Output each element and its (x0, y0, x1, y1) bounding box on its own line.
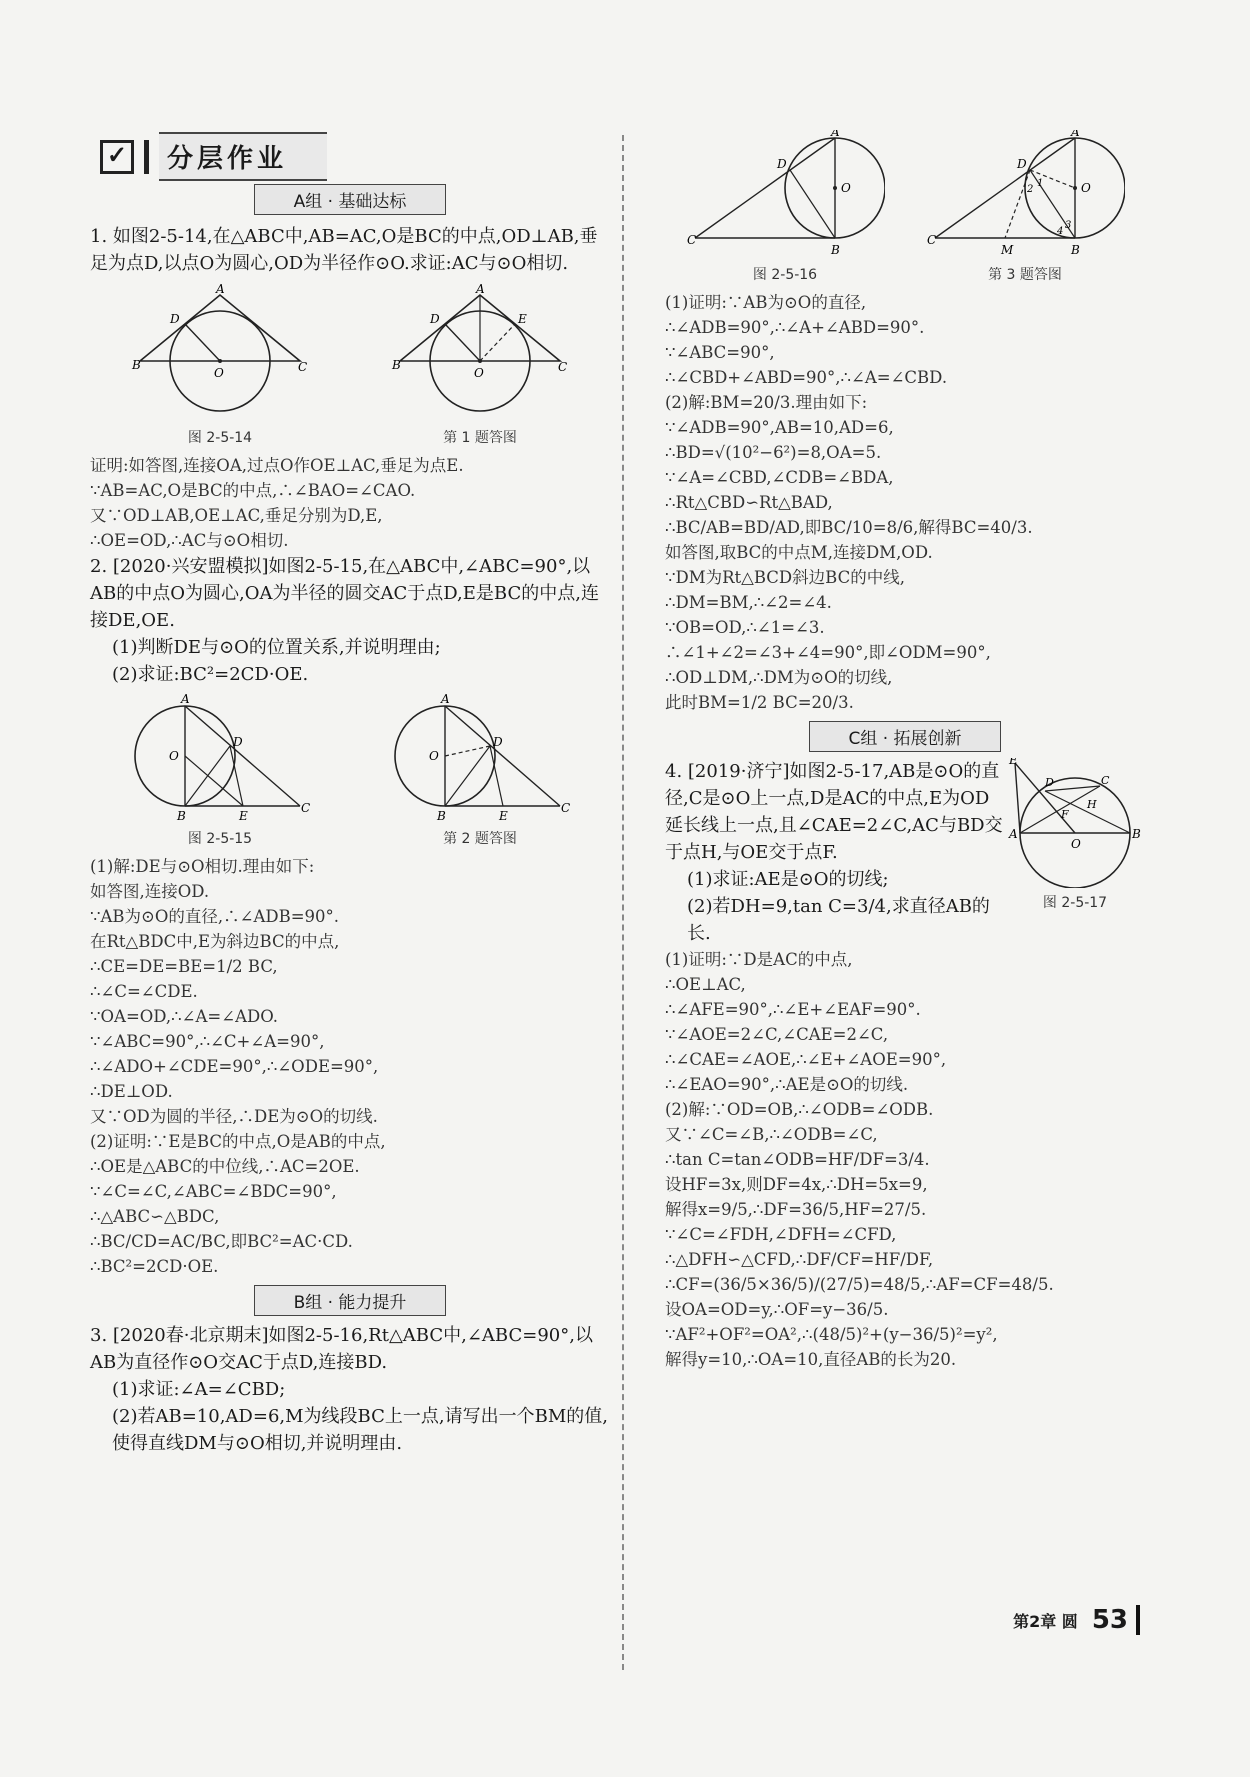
caption-2-5-17: 图 2-5-17 (1042, 895, 1108, 911)
svg-text:O: O (1071, 837, 1081, 851)
q4-solution-line: 解得y=10,∴OA=10,直径AB的长为20. (665, 1350, 957, 1369)
question-2: 2. [2020·兴安盟模拟]如图2-5-15,在△ABC中,∠ABC=90°,以AB的中点O为圆心,OA为半径的圆交AC于点D,E是BC的中点,连接DE,OE. (90, 556, 599, 631)
q3-solution-line: ∵∠ABC=90°, (665, 343, 775, 362)
q3-solution-line: ∴Rt△CBD∽Rt△BAD, (665, 493, 833, 512)
q2-solution (90, 854, 610, 1279)
q4-solution-line: ∴∠EAO=90°,∴AE是⊙O的切线. (665, 1075, 909, 1094)
question-2-part-2: (2)求证:BC²=2CD·OE. (112, 664, 309, 685)
caption-q1-answer: 第 1 题答图 (443, 430, 517, 446)
svg-text:C: C (301, 801, 311, 815)
left-column (90, 184, 610, 1457)
q3-solution-line: ∴BC/AB=BD/AD,即BC/10=8/6,解得BC=40/3. (665, 518, 1033, 537)
q1-solution-line: 证明:如答图,连接OA,过点O作OE⊥AC,垂足为点E. (90, 456, 464, 475)
q3-solution-line: (1)证明:∵AB为⊙O的直径, (665, 293, 867, 312)
svg-text:2: 2 (1027, 184, 1034, 195)
q1-solution-line: 又∵OD⊥AB,OE⊥AC,垂足分别为D,E, (90, 506, 383, 525)
q3-solution-line: ∵∠ADB=90°,AB=10,AD=6, (665, 418, 894, 437)
q4-solution-line: ∴∠CAE=∠AOE,∴∠E+∠AOE=90°, (665, 1050, 947, 1069)
question-4-part-2: (2)若DH=9,tan C=3/4,求直径AB的长. (687, 896, 990, 944)
q2-solution-line: ∵AB为⊙O的直径,∴∠ADB=90°. (90, 907, 340, 926)
q4-solution (665, 947, 1145, 1372)
q1-solution (90, 453, 610, 553)
q2-figures (90, 694, 610, 848)
svg-text:C: C (1101, 774, 1110, 787)
question-4-part-1: (1)求证:AE是⊙O的切线; (687, 869, 889, 890)
q4-solution-line: ∴CF=(36/5×36/5)/(27/5)=48/5,∴AF=CF=48/5. (665, 1275, 1054, 1294)
svg-text:B: B (437, 809, 446, 823)
page-footer (1013, 1605, 1140, 1635)
banner-group-b: B组 · 能力提升 (254, 1285, 446, 1316)
svg-text:3: 3 (1065, 220, 1072, 231)
svg-text:D: D (493, 735, 503, 749)
q3-solution-line: ∴DM=BM,∴∠2=∠4. (665, 593, 832, 612)
caption-2-5-16: 图 2-5-16 (752, 267, 818, 283)
svg-text:C: C (927, 233, 937, 247)
q2-solution-line: ∴∠ADO+∠CDE=90°,∴∠ODE=90°, (90, 1057, 379, 1076)
q3-solution-line: 此时BM=1/2 BC=20/3. (665, 693, 854, 712)
q3-solution-line: (2)解:BM=20/3.理由如下: (665, 393, 868, 412)
footer-bar (1136, 1605, 1140, 1635)
q3-solution-line: ∵∠A=∠CBD,∠CDB=∠BDA, (665, 468, 894, 487)
q1-solution-line: ∵AB=AC,O是BC的中点,∴∠BAO=∠CAO. (90, 481, 416, 500)
question-3: 3. [2020春·北京期末]如图2-5-16,Rt△ABC中,∠ABC=90°,以AB为直径作⊙O交AC于点D,连接BD. (90, 1325, 593, 1373)
q3-solution-line: ∵OB=OD,∴∠1=∠3. (665, 618, 825, 637)
section-header (100, 132, 327, 181)
q3-solution-line: ∴∠ADB=90°,∴∠A+∠ABD=90°. (665, 318, 925, 337)
svg-text:B: B (392, 358, 401, 372)
svg-text:O: O (474, 366, 484, 380)
svg-text:O: O (214, 366, 224, 380)
svg-text:C: C (298, 360, 308, 374)
q3-solution-line: ∴OD⊥DM,∴DM为⊙O的切线, (665, 668, 893, 687)
q3-solution (665, 290, 1145, 715)
svg-text:C: C (558, 360, 568, 374)
figure-q2-answer (385, 694, 575, 824)
column-divider (622, 135, 624, 1670)
svg-text:A: A (831, 130, 840, 139)
svg-text:D: D (170, 312, 180, 326)
svg-text:H: H (1087, 798, 1097, 811)
q2-solution-line: ∵∠ABC=90°,∴∠C+∠A=90°, (90, 1032, 325, 1051)
q4-solution-line: ∴OE⊥AC, (665, 975, 746, 994)
q3-solution-line: ∵DM为Rt△BCD斜边BC的中线, (665, 568, 905, 587)
caption-q2-answer: 第 2 题答图 (443, 831, 517, 847)
q2-solution-line: ∴DE⊥OD. (90, 1082, 173, 1101)
q2-solution-line: (1)解:DE与⊙O相切.理由如下: (90, 857, 315, 876)
figure-2-5-16 (685, 130, 885, 260)
svg-text:D: D (1017, 157, 1027, 171)
svg-text:4: 4 (1057, 226, 1064, 237)
q4-solution-line: ∴tan C=tan∠ODB=HF/DF=3/4. (665, 1150, 930, 1169)
svg-text:C: C (687, 233, 697, 247)
right-column (665, 130, 1145, 1372)
q2-solution-line: ∵OA=OD,∴∠A=∠ADO. (90, 1007, 279, 1026)
svg-text:E: E (518, 312, 527, 326)
svg-text:D: D (777, 157, 787, 171)
q2-solution-line: 如答图,连接OD. (90, 882, 210, 901)
svg-text:O: O (169, 749, 179, 763)
svg-text:A: A (1009, 827, 1018, 841)
svg-text:A: A (216, 283, 225, 296)
q4-solution-line: 设HF=3x,则DF=4x,∴DH=5x=9, (665, 1175, 928, 1194)
figure-q1-answer (390, 283, 570, 423)
svg-text:A: A (441, 694, 450, 706)
section-title: 分层作业 (159, 132, 327, 181)
svg-text:A: A (476, 283, 485, 296)
banner-group-c: C组 · 拓展创新 (809, 721, 1001, 752)
q4-solution-line: (2)解:∵OD=OB,∴∠ODB=∠ODB. (665, 1100, 934, 1119)
svg-text:1: 1 (1037, 178, 1044, 189)
figure-q3-answer (925, 130, 1125, 260)
q4-block (665, 758, 1145, 947)
question-2-part-1: (1)判断DE与⊙O的位置关系,并说明理由; (112, 637, 441, 658)
caption-2-5-14: 图 2-5-14 (187, 430, 253, 446)
q3-solution-line: ∴∠CBD+∠ABD=90°,∴∠A=∠CBD. (665, 368, 948, 387)
q2-solution-line: 在Rt△BDC中,E为斜边BC的中点, (90, 932, 340, 951)
svg-text:B: B (1132, 827, 1141, 841)
svg-text:E: E (1009, 758, 1018, 767)
caption-2-5-15: 图 2-5-15 (187, 831, 253, 847)
q2-solution-line: ∴∠C=∠CDE. (90, 982, 198, 1001)
svg-text:O: O (1081, 181, 1091, 195)
q4-solution-line: ∵∠AOE=2∠C,∠CAE=2∠C, (665, 1025, 889, 1044)
svg-text:F: F (1061, 808, 1069, 821)
svg-text:B: B (132, 358, 141, 372)
svg-text:A: A (181, 694, 190, 706)
q4-solution-line: ∴∠AFE=90°,∴∠E+∠EAF=90°. (665, 1000, 921, 1019)
header-bar (144, 140, 149, 174)
q3-solution-line: 如答图,取BC的中点M,连接DM,OD. (665, 543, 933, 562)
figure-2-5-14 (130, 283, 310, 423)
q2-solution-line: ∵∠C=∠C,∠ABC=∠BDC=90°, (90, 1182, 337, 1201)
q4-solution-line: ∵AF²+OF²=OA²,∴(48/5)²+(y−36/5)²=y², (665, 1325, 998, 1344)
question-1: 1. 如图2-5-14,在△ABC中,AB=AC,O是BC的中点,OD⊥AB,垂足为点D,以点O为圆心,OD为半径作⊙O.求证:AC与⊙O相切. (90, 226, 598, 274)
q4-solution-line: 又∵∠C=∠B,∴∠ODB=∠C, (665, 1125, 878, 1144)
svg-text:D: D (1045, 776, 1054, 789)
q4-solution-line: (1)证明:∵D是AC的中点, (665, 950, 853, 969)
checkbox-icon: ✓ (100, 140, 134, 174)
banner-group-a: A组 · 基础达标 (254, 184, 446, 215)
svg-text:E: E (499, 809, 508, 823)
q2-solution-line: ∴BC/CD=AC/BC,即BC²=AC·CD. (90, 1232, 353, 1251)
q2-solution-line: 又∵OD为圆的半径,∴DE为⊙O的切线. (90, 1107, 378, 1126)
figure-2-5-15 (125, 694, 315, 824)
q2-solution-line: ∴△ABC∽△BDC, (90, 1207, 220, 1226)
svg-text:C: C (561, 801, 571, 815)
question-3-part-2: (2)若AB=10,AD=6,M为线段BC上一点,请写出一个BM的值,使得直线DM与⊙O相切,并说明理由. (112, 1406, 608, 1454)
svg-text:M: M (1001, 243, 1014, 257)
q3-figures (665, 130, 1145, 284)
q1-solution-line: ∴OE=OD,∴AC与⊙O相切. (90, 531, 289, 550)
q2-solution-line: (2)证明:∵E是BC的中点,O是AB的中点, (90, 1132, 386, 1151)
q4-solution-line: 设OA=OD=y,∴OF=y−36/5. (665, 1300, 889, 1319)
svg-text:E: E (239, 809, 248, 823)
q4-solution-line: ∵∠C=∠FDH,∠DFH=∠CFD, (665, 1225, 897, 1244)
page-number: 53 (1091, 1605, 1128, 1635)
svg-text:O: O (841, 181, 851, 195)
q3-solution-line: ∴∠1+∠2=∠3+∠4=90°,即∠ODM=90°, (665, 643, 991, 662)
q2-solution-line: ∴BC²=2CD·OE. (90, 1257, 219, 1276)
q2-solution-line: ∴CE=DE=BE=1/2 BC, (90, 957, 278, 976)
svg-text:B: B (177, 809, 186, 823)
svg-text:A: A (1071, 130, 1080, 139)
q4-solution-line: 解得x=9/5,∴DF=36/5,HF=27/5. (665, 1200, 927, 1219)
svg-text:D: D (430, 312, 440, 326)
q3-solution-line: ∴BD=√(10²−6²)=8,OA=5. (665, 443, 882, 462)
question-3-part-1: (1)求证:∠A=∠CBD; (112, 1379, 286, 1400)
figure-2-5-17 (1005, 758, 1145, 888)
svg-text:O: O (429, 749, 439, 763)
svg-text:B: B (1071, 243, 1080, 257)
svg-text:B: B (831, 243, 840, 257)
svg-text:D: D (233, 735, 243, 749)
q2-solution-line: ∴OE是△ABC的中位线,∴AC=2OE. (90, 1157, 360, 1176)
question-4: 4. [2019·济宁]如图2-5-17,AB是⊙O的直径,C是⊙O上一点,D是AC的中点,E为OD延长线上一点,且∠CAE=2∠C,AC与BD交于点H,与OE交于点F. (665, 761, 1003, 863)
q4-solution-line: ∴△DFH∽△CFD,∴DF/CF=HF/DF, (665, 1250, 934, 1269)
caption-q3-answer: 第 3 题答图 (988, 267, 1062, 283)
q1-figures (90, 283, 610, 447)
chapter-label: 第2章 圆 (1013, 1611, 1078, 1631)
